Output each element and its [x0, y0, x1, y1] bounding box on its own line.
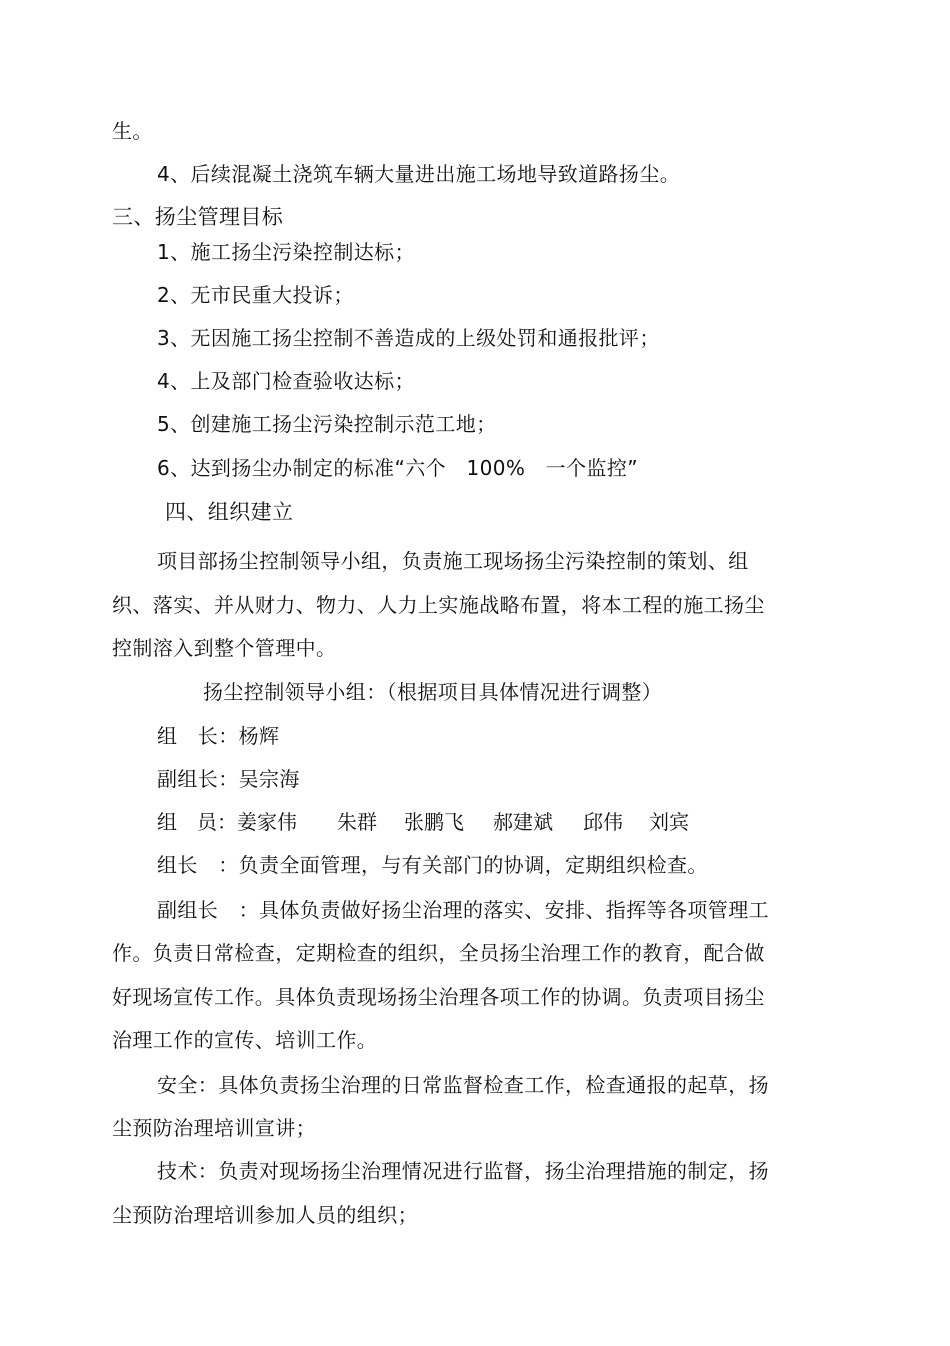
safety-duty-line-2: 尘预防治理培训宣讲；: [112, 1116, 316, 1140]
goal-item-6: 6、达到扬尘办制定的标准“六个 100% 一个监控”: [157, 456, 639, 480]
member-name: 朱群: [337, 810, 377, 834]
group-members-row: [157, 808, 757, 836]
section-heading-management-goals: 三、扬尘管理目标: [112, 205, 284, 229]
group-title: 扬尘控制领导小组：（根据项目具体情况进行调整）: [203, 680, 663, 704]
deputy-duty-line-1: 副组长 ：具体负责做好扬尘治理的落实、安排、指挥等各项管理工: [157, 898, 769, 922]
leader-duty: 组长 ：负责全面管理，与有关部门的协调，定期组织检查。: [157, 853, 708, 877]
safety-duty-line-1: 安全：具体负责扬尘治理的日常监督检查工作，检查通报的起草，扬: [157, 1073, 769, 1097]
goal-item-4: 4、上及部门检查验收达标；: [157, 369, 415, 393]
text-line-continuation: 生。: [112, 119, 153, 143]
org-paragraph-line-2: 织、落实、并从财力、物力、人力上实施战略布置，将本工程的施工扬尘: [112, 593, 765, 617]
deputy-duty-line-3: 好现场宣传工作。具体负责现场扬尘治理各项工作的协调。负责项目扬尘: [112, 985, 765, 1009]
tech-duty-line-2: 尘预防治理培训参加人员的组织；: [112, 1203, 418, 1227]
org-paragraph-line-3: 控制溶入到整个管理中。: [112, 636, 337, 660]
members-label: 组 员：姜家伟: [157, 810, 297, 834]
member-name: 刘宾: [649, 810, 689, 834]
text-line-item-4: 4、后续混凝土浇筑车辆大量进出施工场地导致道路扬尘。: [157, 162, 681, 186]
group-deputy-leader: 副组长：吴宗海: [157, 767, 300, 791]
tech-duty-line-1: 技术：负责对现场扬尘治理情况进行监督，扬尘治理措施的制定，扬: [157, 1159, 769, 1183]
org-paragraph-line-1: 项目部扬尘控制领导小组，负责施工现场扬尘污染控制的策划、组: [157, 549, 749, 573]
goal-item-3: 3、无因施工扬尘控制不善造成的上级处罚和通报批评；: [157, 326, 660, 350]
member-name: 郝建斌: [493, 810, 553, 834]
deputy-duty-line-2: 作。负责日常检查，定期检查的组织，全员扬尘治理工作的教育，配合做: [112, 941, 765, 965]
deputy-duty-line-4: 治理工作的宣传、培训工作。: [112, 1028, 378, 1052]
member-name: 张鹏飞: [404, 810, 464, 834]
section-heading-organization: 四、组织建立: [165, 500, 294, 524]
member-name: 邱伟: [583, 810, 623, 834]
goal-item-5: 5、创建施工扬尘污染控制示范工地；: [157, 412, 497, 436]
group-leader: 组 长：杨辉: [157, 724, 280, 748]
goal-item-1: 1、施工扬尘污染控制达标；: [157, 240, 415, 264]
goal-item-2: 2、无市民重大投诉；: [157, 283, 354, 307]
